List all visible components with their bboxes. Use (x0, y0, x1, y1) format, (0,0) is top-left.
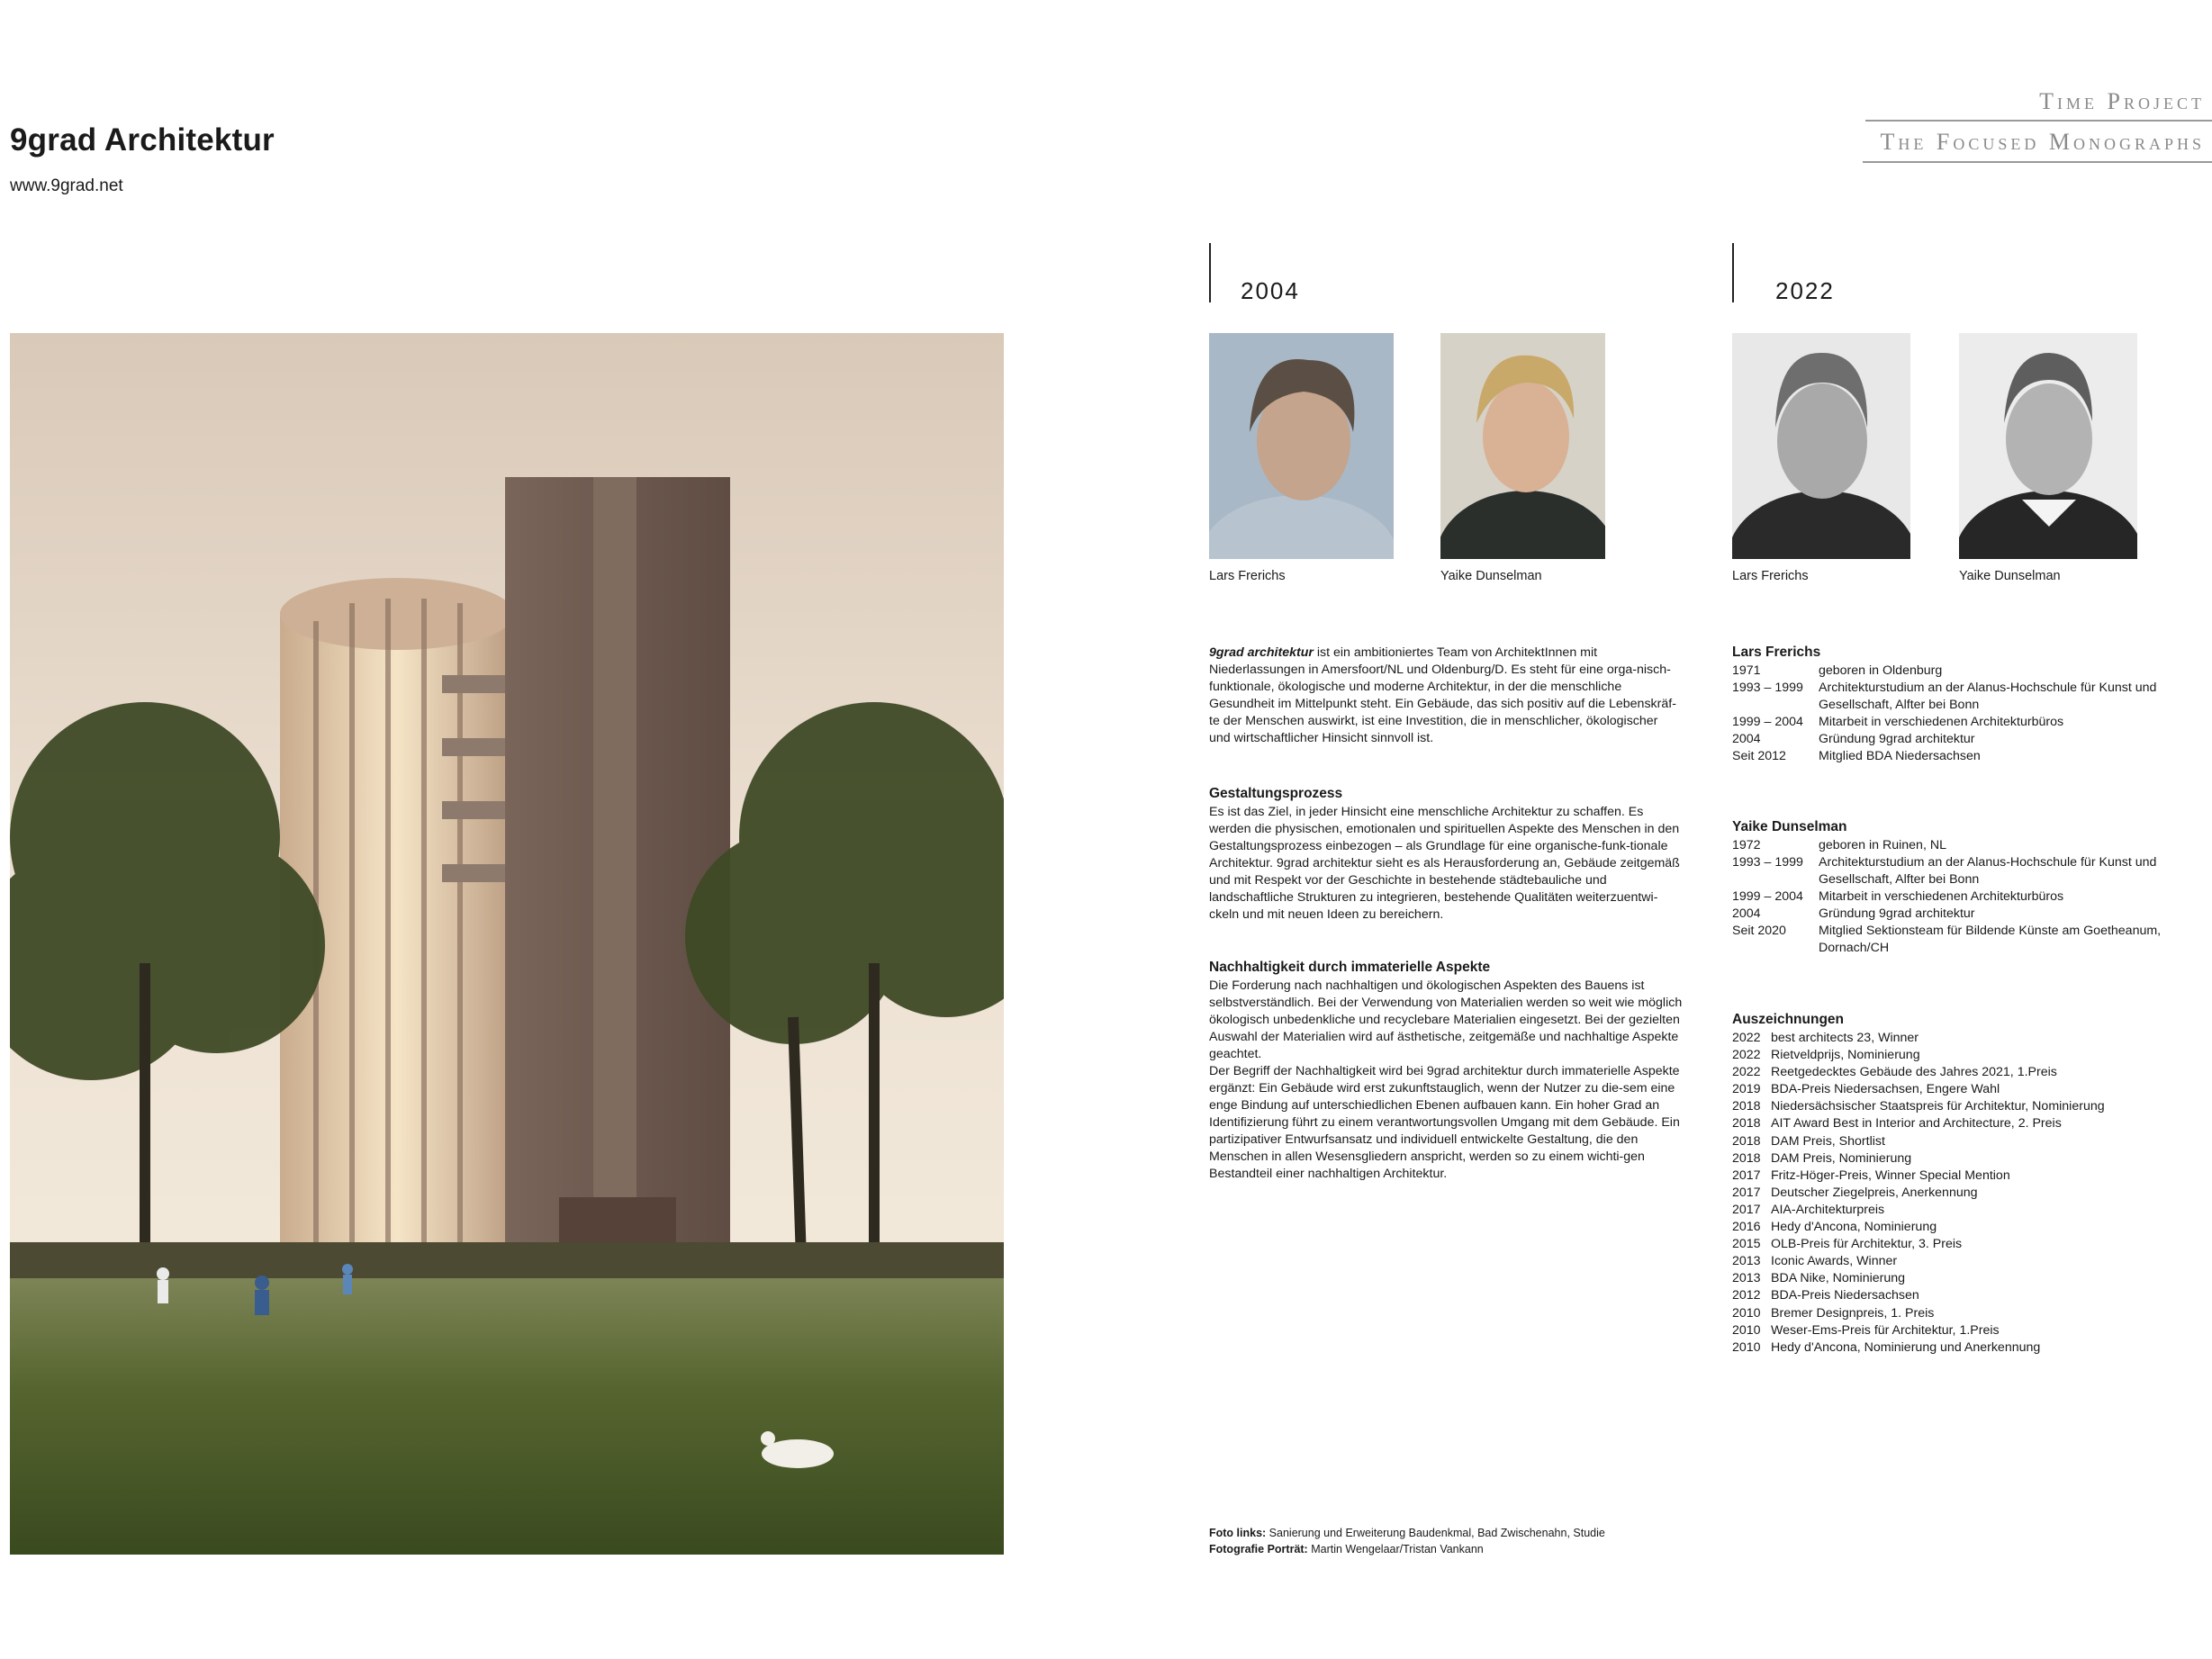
award-row (1732, 1150, 2105, 1168)
awards-table (1732, 1030, 2105, 1357)
award-entry: BDA-Preis Niedersachsen (1771, 1288, 1919, 1303)
bio-entry: geboren in Ruinen, NL (1819, 838, 1946, 852)
bio-entry: Mitarbeit in verschiedenen Architekturbüros (1819, 715, 2064, 729)
award-entry: DAM Preis, Nominierung (1771, 1150, 1912, 1166)
bio-table-lars (1732, 663, 2170, 765)
award-entry: BDA Nike, Nominierung (1771, 1271, 1906, 1286)
award-entry: Hedy d'Ancona, Nominierung (1771, 1220, 1937, 1235)
award-year: 2018 (1732, 1133, 1761, 1149)
brand-line-2: The Focused Monographs (1880, 129, 2205, 155)
award-entry: Fritz-Höger-Preis, Winner Special Mention (1771, 1168, 2010, 1183)
brand-rule-1 (1865, 120, 2212, 122)
bio-entry: Gründung 9grad architektur (1819, 732, 1975, 746)
bio-row (1732, 854, 2170, 888)
award-entry: BDA-Preis Niedersachsen, Engere Wahl (1771, 1082, 2000, 1097)
award-year: 2019 (1732, 1082, 1761, 1097)
sustainability-paragraph (1209, 978, 1686, 1183)
bio-row (1732, 748, 2170, 765)
award-entry: Reetgedecktes Gebäude des Jahres 2021, 1.Preis (1771, 1065, 2057, 1080)
award-year: 2013 (1732, 1271, 1761, 1286)
award-entry: AIA-Architekturpreis (1771, 1202, 1885, 1217)
award-row (1732, 1115, 2105, 1132)
bio-year: 2004 (1732, 906, 1761, 921)
bio-year: 2004 (1732, 732, 1761, 746)
sustainability-text-1: Die Forderung nach nachhaltigen und ökologischen Aspekten des Bauens ist selbstverständlich. Bei der Verwendung von Materialien werden so weit wie möglich ökologisch unbedenkliche und recyclebare Materialien eingesetzt. Bei der gezielten Auswahl der Materialien wird auf ästhetische, zeitgemäße und nachhaltige Aspekte geachtet. (1209, 978, 1683, 1061)
award-year: 2013 (1732, 1254, 1761, 1269)
bio-entry: Architekturstudium an der Alanus-Hochschule für Kunst und Gesellschaft, Alfter bei Bonn (1819, 855, 2157, 887)
year-label-2004: 2004 (1241, 277, 1300, 304)
bio-year: 1971 (1732, 663, 1761, 678)
award-year: 2018 (1732, 1099, 1761, 1114)
award-entry: Hedy d'Ancona, Nominierung und Anerkennung (1771, 1339, 2041, 1355)
credit-photo-text: Sanierung und Erweiterung Baudenkmal, Bad Zwischenahn, Studie (1266, 1527, 1605, 1539)
credit-photo (1209, 1525, 1605, 1541)
brand-rule-2 (1863, 161, 2212, 163)
award-row (1732, 1253, 2105, 1270)
award-year: 2018 (1732, 1116, 1761, 1132)
process-paragraph: Es ist das Ziel, in jeder Hinsicht eine menschliche Architektur zu schaffen. Es werden die physischen, emotionalen und spirituellen Aspekte des Menschen in den Gestaltungsprozess einbezogen – als Grundlage für eine organische-funk-tionale Architektur. 9grad architektur sieht es als Herausforderung an, Gebäude zeitgemäß und mit Respekt vor der Geschichte in bestehende städtebauliche und landschaftliche Strukturen zu integrieren, bestehende Qualitäten weiterzuentwi-ckeln und mit neuen Ideen zu bereichern. (1209, 805, 1680, 922)
caption-lars-2022: Lars Frerichs (1732, 569, 1809, 583)
bio-year: 1999 – 2004 (1732, 889, 1803, 904)
bio-year: Seit 2020 (1732, 924, 1786, 938)
year-marker-bar-2004 (1209, 243, 1211, 302)
award-row (1732, 1270, 2105, 1287)
award-row (1732, 1047, 2105, 1064)
award-row (1732, 1339, 2105, 1357)
bio-entry: Architekturstudium an der Alanus-Hochschule für Kunst und Gesellschaft, Alfter bei Bonn (1819, 681, 2157, 712)
bio-entry: Mitarbeit in verschiedenen Architekturbüros (1819, 889, 2064, 904)
hero-photo (10, 333, 1004, 1555)
award-year: 2015 (1732, 1237, 1761, 1252)
award-row (1732, 1322, 2105, 1339)
award-entry: best architects 23, Winner (1771, 1031, 1919, 1045)
bio-row (1732, 680, 2170, 714)
award-row (1732, 1064, 2105, 1081)
awards-heading: Auszeichnungen (1732, 1012, 1845, 1027)
portrait-lars-2022 (1732, 333, 1910, 559)
bio-year: 1972 (1732, 838, 1761, 852)
brand-line-1: Time Project (2039, 88, 2205, 114)
award-row (1732, 1133, 2105, 1150)
award-year: 2010 (1732, 1339, 1761, 1355)
award-entry: Rietveldprijs, Nominierung (1771, 1048, 1920, 1063)
process-heading: Gestaltungsprozess (1209, 786, 1343, 801)
bio-row (1732, 888, 2170, 906)
award-row (1732, 1305, 2105, 1322)
bio-row (1732, 923, 2170, 957)
award-row (1732, 1030, 2105, 1047)
intro-firm-name: 9grad architektur (1209, 645, 1314, 660)
award-row (1732, 1098, 2105, 1115)
bio-row (1732, 906, 2170, 923)
award-row (1732, 1081, 2105, 1098)
award-row (1732, 1236, 2105, 1253)
award-entry: Bremer Designpreis, 1. Preis (1771, 1305, 1935, 1321)
bio-heading-yaike: Yaike Dunselman (1732, 819, 1847, 834)
award-entry: Deutscher Ziegelpreis, Anerkennung (1771, 1185, 1978, 1200)
award-year: 2010 (1732, 1322, 1761, 1338)
award-year: 2016 (1732, 1220, 1761, 1235)
bio-entry: geboren in Oldenburg (1819, 663, 1943, 678)
firm-name: 9grad Architektur (10, 122, 275, 158)
award-entry: Niedersächsischer Staatspreis für Architektur, Nominierung (1771, 1099, 2105, 1114)
credit-photo-label: Foto links: (1209, 1527, 1267, 1539)
intro-paragraph (1209, 645, 1677, 747)
bio-row (1732, 663, 2170, 680)
award-entry: Weser-Ems-Preis für Architektur, 1.Preis (1771, 1322, 2000, 1338)
award-row (1732, 1287, 2105, 1304)
portrait-yaike-2004 (1440, 333, 1605, 559)
credit-portrait-text: Martin Wengelaar/Tristan Vankann (1307, 1543, 1484, 1555)
year-label-2022: 2022 (1775, 277, 1835, 304)
bio-entry: Mitglied BDA Niedersachsen (1819, 749, 1981, 763)
bio-entry: Mitglied Sektionsteam für Bildende Künste am Goetheanum, Dornach/CH (1819, 924, 2162, 955)
award-year: 2017 (1732, 1185, 1761, 1200)
bio-year: 1999 – 2004 (1732, 715, 1803, 729)
award-year: 2017 (1732, 1168, 1761, 1183)
bio-row (1732, 731, 2170, 748)
award-entry: DAM Preis, Shortlist (1771, 1133, 1885, 1149)
portrait-lars-2004 (1209, 333, 1394, 559)
sustainability-heading: Nachhaltigkeit durch immaterielle Aspekte (1209, 960, 1491, 975)
bio-table-yaike (1732, 837, 2170, 957)
award-entry: Iconic Awards, Winner (1771, 1254, 1898, 1269)
firm-url[interactable]: www.9grad.net (10, 176, 123, 195)
year-marker-bar-2022 (1732, 243, 1734, 302)
caption-lars-2004: Lars Frerichs (1209, 569, 1286, 583)
credit-portrait (1209, 1541, 1605, 1557)
bio-row (1732, 837, 2170, 854)
award-entry: OLB-Preis für Architektur, 3. Preis (1771, 1237, 1963, 1252)
bio-row (1732, 714, 2170, 731)
bio-year: 1993 – 1999 (1732, 681, 1803, 695)
award-row (1732, 1219, 2105, 1236)
award-year: 2022 (1732, 1031, 1761, 1045)
bio-year: 1993 – 1999 (1732, 855, 1803, 870)
bio-year: Seit 2012 (1732, 749, 1786, 763)
bio-entry: Gründung 9grad architektur (1819, 906, 1975, 921)
award-row (1732, 1185, 2105, 1202)
award-year: 2012 (1732, 1288, 1761, 1303)
caption-yaike-2022: Yaike Dunselman (1959, 569, 2061, 583)
bio-heading-lars: Lars Frerichs (1732, 645, 1821, 660)
award-entry: AIT Award Best in Interior and Architecture, 2. Preis (1771, 1116, 2062, 1132)
award-row (1732, 1202, 2105, 1219)
award-year: 2022 (1732, 1048, 1761, 1063)
award-row (1732, 1168, 2105, 1185)
award-year: 2018 (1732, 1150, 1761, 1166)
sustainability-text-2: Der Begriff der Nachhaltigkeit wird bei 9grad architektur durch immaterielle Aspekte ergänzt: Ein Gebäude wird erst zukunftstauglich, wenn der Nutzer zu die-sem eine enge Bindung auf unterschiedlichen Ebenen aufbauen kann. Ein hoher Grad an Identifizierung führt zu einem verantwortungsvollen Umgang mit dem Gebäude. Ein partizipativer Entwurfsansatz und individuell entwickelte Gestaltung, die den Menschen in allen Wesensgliedern anspricht, werden so zu einem wichti-gen Bestandteil einer nachhaltigen Architektur. (1209, 1064, 1680, 1181)
intro-text: ist ein ambitioniertes Team von ArchitektInnen mit Niederlassungen in Amersfoort/NL und Oldenburg/D. Es steht für eine orga-nisch-funktionale, ökologische und moderne Architektur, in der die menschliche Gesundheit im Mittelpunkt steht. Ein Gebäude, das sich positiv auf die Lebenskräf-te der Menschen auswirkt, ist eine Investition, die in menschlicher, ökologischer und wirtschaftlicher Hinsicht sinnvoll ist. (1209, 645, 1676, 745)
photo-credits (1209, 1525, 1605, 1557)
award-year: 2017 (1732, 1202, 1761, 1217)
portrait-yaike-2022 (1959, 333, 2137, 559)
caption-yaike-2004: Yaike Dunselman (1440, 569, 1542, 583)
award-year: 2022 (1732, 1065, 1761, 1080)
credit-portrait-label: Fotografie Porträt: (1209, 1543, 1308, 1555)
award-year: 2010 (1732, 1305, 1761, 1321)
